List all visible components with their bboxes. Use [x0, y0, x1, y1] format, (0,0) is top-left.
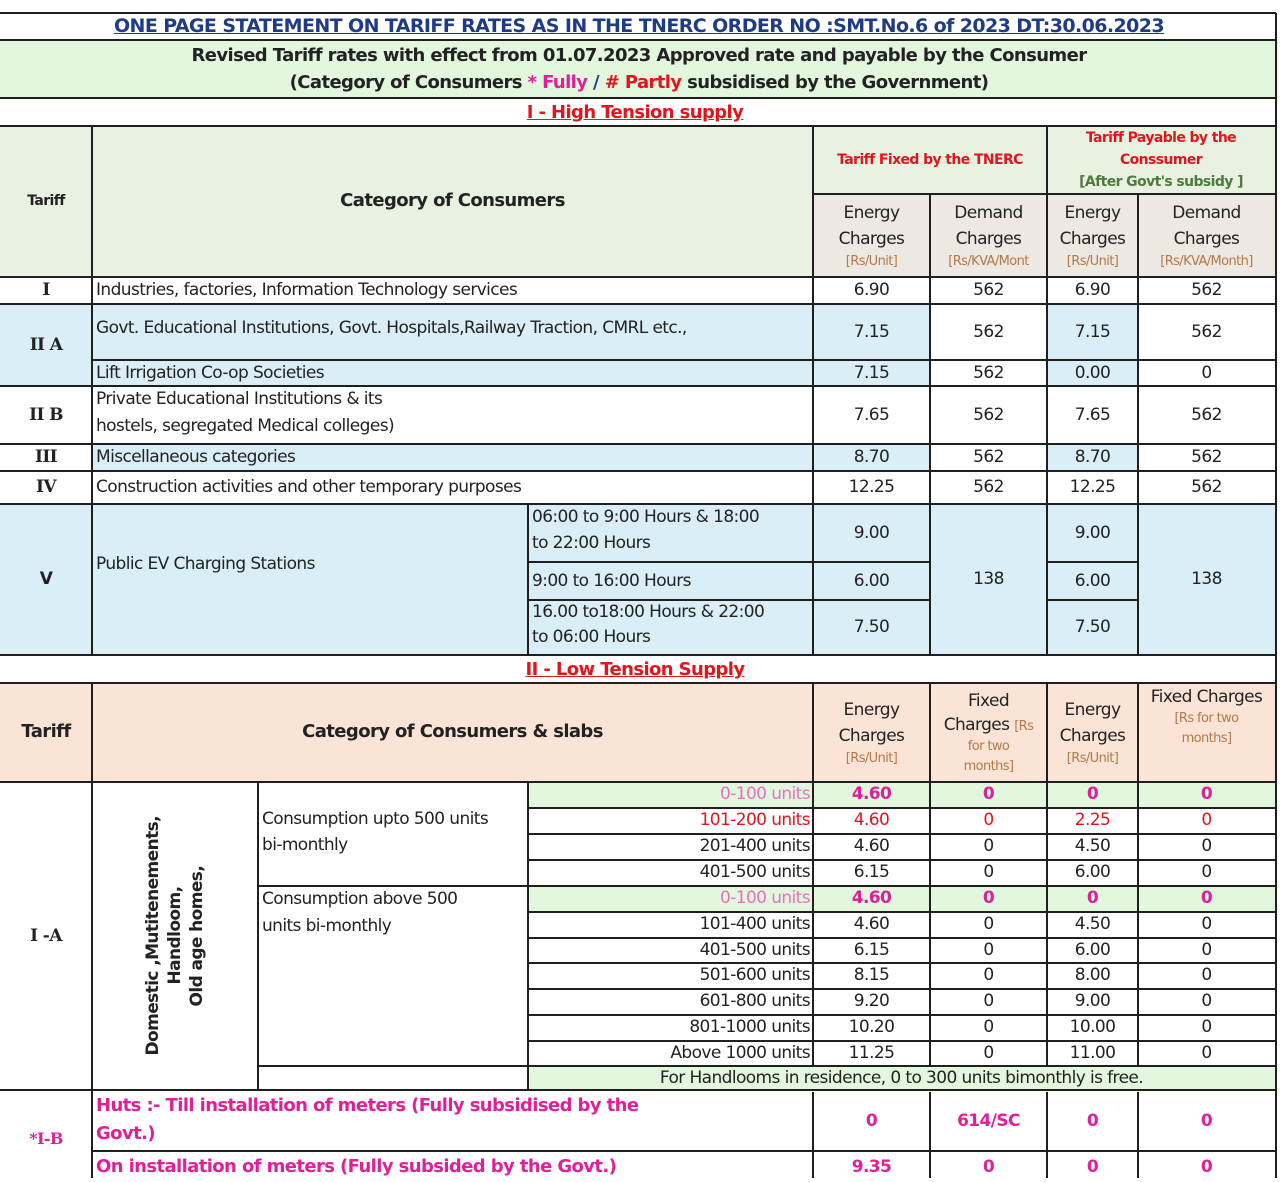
ev-slot-cell: 9:00 to 16:00 Hours	[528, 562, 813, 600]
slab-fixed-tnerc: 0	[983, 991, 994, 1012]
ht-group-tnerc: Tariff Fixed by the TNERC	[813, 126, 1047, 194]
grid-line	[929, 1092, 931, 1178]
grid-line	[1047, 561, 1138, 563]
group-line: Consumption above 500	[262, 889, 458, 909]
ht-demand-pay: 562	[1191, 321, 1222, 342]
ht-group-payable	[1047, 126, 1275, 194]
grid-line	[0, 97, 1276, 99]
grid-line	[929, 504, 931, 655]
header-text: Energy	[1064, 202, 1121, 223]
header-text: Charges	[1173, 228, 1240, 249]
unit-label: [Rs/Unit]	[1066, 750, 1119, 766]
ht-demand-tnerc: 562	[973, 321, 1004, 342]
grid-line	[0, 1089, 1276, 1091]
grid-line	[813, 193, 1276, 195]
unit-label: [Rs/Unit]	[845, 750, 898, 766]
grid-line	[0, 781, 1276, 783]
slab-energy-pay: 4.50	[1074, 914, 1111, 935]
ht-tariff-cell: V	[0, 504, 92, 655]
grid-line	[812, 1092, 814, 1178]
ev-energy-pay: 6.00	[1047, 562, 1138, 600]
slab-energy-pay: 0	[1047, 782, 1138, 807]
grid-line	[0, 503, 1276, 505]
grid-line	[1137, 1092, 1139, 1178]
ht-category-cell: Lift Irrigation Co-op Societies	[92, 360, 813, 386]
slab-energy-pay: 11.00	[1069, 1043, 1116, 1064]
grid-line	[91, 504, 93, 655]
slab-fixed-tnerc: 0	[930, 886, 1047, 911]
grid-line	[0, 654, 1276, 656]
ev-category-cell: Public EV Charging Stations	[92, 504, 528, 655]
ev-demand-tnerc: 138	[930, 504, 1047, 655]
ev-demand-pay: 138	[1138, 504, 1275, 655]
lt-section-title: II - Low Tension Supply	[525, 658, 745, 680]
header-text: Energy	[1064, 699, 1121, 720]
grid-line	[812, 782, 814, 1066]
subtitle-text-end: subsidised by the Government)	[681, 72, 989, 93]
ht-energy-pay: 8.70	[1047, 444, 1138, 471]
unit-label: months]	[963, 758, 1014, 774]
ht-tariff-cell: I	[42, 280, 50, 301]
header-text: Demand	[954, 202, 1023, 223]
ia-category-text	[142, 816, 208, 1055]
ht-category-cell: Miscellaneous categories	[92, 444, 813, 471]
grid-line	[1046, 504, 1048, 655]
slot-line: 06:00 to 9:00 Hours & 18:00	[532, 507, 760, 527]
ht-energy-pay: 12.25	[1069, 477, 1116, 498]
category-line: Govt.)	[96, 1123, 155, 1144]
grid-line	[258, 885, 1276, 887]
lt-col-tariff: Tariff	[0, 683, 92, 782]
slab-fixed-pay: 0	[1201, 991, 1212, 1012]
ht-energy-tnerc-header	[813, 194, 930, 277]
ia-category-cell	[92, 782, 258, 1090]
ht-demand-pay: 562	[1191, 477, 1222, 498]
header-text: Charges	[955, 228, 1022, 249]
ht-category-cell	[92, 386, 813, 444]
lt-col-category: Category of Consumers & slabs	[92, 683, 813, 782]
slab-energy-pay: 0	[1047, 886, 1138, 911]
lt-fixed-tnerc-header	[930, 683, 1047, 782]
grid-line	[0, 39, 1276, 41]
lt-tariff-cell: I -A	[30, 925, 62, 946]
ev-slot-cell	[528, 600, 813, 655]
slab-label: 601-800 units	[699, 991, 810, 1012]
slab-label: 0-100 units	[528, 886, 813, 911]
grid-line	[929, 683, 931, 782]
grid-line	[0, 682, 1276, 684]
grid-line	[91, 782, 93, 1178]
slab-label: Above 1000 units	[670, 1043, 810, 1064]
grid-line	[527, 782, 529, 1090]
header-text: Charges	[943, 715, 1010, 735]
slab-label: 101-200 units	[699, 810, 810, 831]
lt-energy-tnerc-header	[813, 683, 930, 782]
grid-line	[528, 561, 930, 563]
ht-demand-tnerc: 562	[973, 477, 1004, 498]
category-line: Private Educational Institutions & its	[96, 389, 383, 409]
ht-energy-tnerc: 7.15	[813, 360, 930, 386]
header-text: Charges	[838, 725, 905, 746]
slab-fixed-tnerc: 0	[983, 965, 994, 986]
ht-energy-tnerc: 7.15	[813, 304, 930, 360]
ht-energy-pay: 0.00	[1047, 360, 1138, 386]
grid-line	[0, 385, 1276, 387]
grid-line	[528, 962, 1276, 964]
grid-line	[1046, 782, 1048, 1066]
header-text: Fixed Charges	[1150, 687, 1263, 707]
ib-fixed-pay: 0	[1200, 1156, 1213, 1177]
grid-line	[528, 859, 1276, 861]
group-line: units bi-monthly	[262, 916, 392, 936]
ht-demand-tnerc: 562	[973, 447, 1004, 468]
slab-energy-pay: 8.00	[1074, 965, 1111, 986]
grid-line	[1137, 194, 1139, 277]
category-line: Handloom,	[164, 887, 185, 985]
ev-energy-tnerc: 6.00	[813, 562, 930, 600]
ht-section-title: I - High Tension supply	[526, 101, 744, 123]
slab-energy-tnerc: 10.20	[848, 1017, 895, 1038]
grid-line	[528, 833, 1276, 835]
grid-line	[1137, 504, 1139, 655]
slab-fixed-pay: 0	[1201, 862, 1212, 883]
ev-energy-tnerc: 7.50	[813, 600, 930, 655]
header-text: Energy	[843, 202, 900, 223]
slab-energy-tnerc: 9.20	[853, 991, 890, 1012]
slot-line: to 06:00 Hours	[532, 627, 651, 647]
ht-energy-tnerc: 8.70	[813, 444, 930, 471]
ht-energy-tnerc: 7.65	[853, 404, 890, 425]
ht-tariff-cell: II A	[0, 304, 92, 386]
grid-line	[528, 807, 1276, 809]
header-text: Charges	[838, 228, 905, 249]
header-text: Fixed	[967, 691, 1010, 711]
ht-tariff-cell: IV	[36, 477, 56, 498]
slab-fixed-tnerc: 0	[983, 862, 994, 883]
grid-line	[929, 277, 931, 504]
grid-line	[1046, 683, 1048, 782]
ht-demand-tnerc: 562	[973, 404, 1004, 425]
grid-line	[1046, 277, 1048, 504]
slab-fixed-pay: 0	[1201, 914, 1212, 935]
payable-note: [After Govt's subsidy ]	[1079, 174, 1243, 190]
ib-fixed-pay: 0	[1200, 1110, 1213, 1131]
ia-group-above-500	[258, 886, 528, 1066]
ib-energy-pay: 0	[1086, 1110, 1099, 1131]
ht-col-category: Category of Consumers	[92, 126, 813, 277]
slab-energy-tnerc: 6.15	[853, 862, 890, 883]
ht-energy-pay-header	[1047, 194, 1138, 277]
header-text: Charges	[1059, 725, 1126, 746]
grid-line	[0, 125, 1276, 127]
grid-line	[929, 194, 931, 277]
grid-line	[91, 683, 93, 782]
ia-empty-cell	[258, 1066, 528, 1090]
ht-demand-pay: 0	[1201, 362, 1212, 383]
grid-line	[528, 599, 930, 601]
ht-demand-tnerc-header	[930, 194, 1047, 277]
slab-label: 401-500 units	[699, 862, 810, 883]
unit-label: [Rs/KVA/Mont	[948, 253, 1029, 269]
grid-line	[1137, 277, 1139, 504]
slab-energy-tnerc: 11.25	[848, 1043, 895, 1064]
ib-energy-pay: 0	[1086, 1156, 1099, 1177]
grid-line	[528, 937, 1276, 939]
subtitle-block	[0, 40, 1278, 98]
category-line: Old age homes,	[187, 865, 208, 1007]
grid-line	[528, 988, 1276, 990]
slab-fixed-tnerc: 0	[983, 836, 994, 857]
header-text: Demand	[1172, 202, 1241, 223]
slab-energy-pay: 10.00	[1069, 1017, 1116, 1038]
ht-tariff-cell: III	[34, 447, 58, 468]
ia-group-upto-500	[258, 782, 528, 886]
slab-fixed-tnerc: 0	[983, 810, 994, 831]
slab-label: 801-1000 units	[689, 1017, 810, 1038]
ht-energy-tnerc: 6.90	[853, 280, 890, 301]
page-title: ONE PAGE STATEMENT ON TARIFF RATES AS IN THE TNERC ORDER NO :SMT.No.6 of 2023 DT:30.06.2023	[114, 15, 1164, 38]
slash: /	[587, 72, 605, 93]
ht-energy-pay: 7.15	[1047, 304, 1138, 360]
grid-line	[812, 126, 814, 277]
ht-energy-pay: 7.65	[1074, 404, 1111, 425]
ht-demand-tnerc: 562	[973, 280, 1004, 301]
lt-energy-pay-header	[1047, 683, 1138, 782]
grid-line	[528, 911, 1276, 913]
slab-fixed-tnerc: 0	[983, 940, 994, 961]
slab-fixed-pay: 0	[1138, 886, 1275, 911]
ht-demand-pay: 562	[1191, 280, 1222, 301]
slab-energy-pay: 6.00	[1074, 940, 1111, 961]
slab-fixed-tnerc: 0	[983, 1017, 994, 1038]
slab-fixed-pay: 0	[1201, 810, 1212, 831]
slab-energy-pay: 9.00	[1074, 991, 1111, 1012]
ht-category-cell: Govt. Educational Institutions, Govt. Hospitals,Railway Traction, CMRL etc.,	[92, 304, 813, 360]
header-text: Energy	[843, 699, 900, 720]
grid-line	[1046, 1092, 1048, 1178]
group-line: bi-monthly	[262, 835, 348, 855]
slab-label: 0-100 units	[528, 782, 813, 807]
unit-label: for two	[967, 739, 1010, 754]
lt-tariff-cell-ib: *I-B	[29, 1129, 63, 1149]
slab-fixed-pay: 0	[1138, 782, 1275, 807]
ht-demand-tnerc: 562	[973, 362, 1004, 383]
ev-energy-pay: 7.50	[1047, 600, 1138, 655]
slab-energy-pay: 4.50	[1074, 836, 1111, 857]
ht-col-tariff: Tariff	[0, 126, 92, 277]
ev-energy-tnerc: 9.00	[813, 504, 930, 562]
unit-label: [Rs/Unit]	[1066, 253, 1119, 269]
grid-line	[0, 276, 1276, 278]
ht-demand-pay-header	[1138, 194, 1275, 277]
group-line: Consumption upto 500 units	[262, 809, 489, 829]
grid-line	[0, 443, 1276, 445]
grid-line	[528, 1014, 1276, 1016]
slab-label: 401-500 units	[699, 940, 810, 961]
ht-category-cell: Construction activities and other temporary purposes	[96, 477, 522, 498]
fully-label: * Fully	[527, 72, 588, 93]
unit-label: [Rs for two	[1174, 711, 1239, 726]
grid-line	[91, 277, 93, 504]
subtitle-line-1: Revised Tariff rates with effect from 01.07.2023 Approved rate and payable by the Consumer	[191, 45, 1087, 66]
grid-line	[528, 1040, 1276, 1042]
subtitle-text: (Category of Consumers	[289, 72, 528, 93]
handloom-note: For Handlooms in residence, 0 to 300 units bimonthly is free.	[528, 1066, 1275, 1090]
grid-line	[1275, 13, 1277, 1178]
subtitle-line-2	[290, 69, 989, 96]
lt-fixed-pay-header	[1138, 683, 1275, 782]
ib-category-huts	[92, 1092, 813, 1150]
slab-fixed-tnerc: 0	[983, 914, 994, 935]
ib-energy-tnerc: 9.35	[851, 1156, 892, 1177]
ib-fixed-tnerc: 0	[982, 1156, 995, 1177]
unit-label: [Rs/KVA/Month]	[1160, 253, 1253, 269]
slab-label: 101-400 units	[699, 914, 810, 935]
grid-line	[92, 1150, 1276, 1152]
slot-line: to 22:00 Hours	[532, 533, 651, 553]
grid-line	[91, 126, 93, 277]
category-line: Huts :- Till installation of meters (Fully subsidised by the	[96, 1095, 639, 1116]
category-line: Domestic ,Mutitenements,	[142, 816, 163, 1056]
ht-tariff-cell: II B	[29, 404, 63, 425]
grid-line	[527, 504, 529, 655]
grid-line	[258, 1065, 1276, 1067]
header-text: Charges	[1059, 228, 1126, 249]
grid-line	[812, 504, 814, 655]
payable-label-2: Conssumer	[1119, 152, 1203, 168]
ht-demand-pay: 562	[1191, 447, 1222, 468]
slab-fixed-pay: 0	[1201, 965, 1212, 986]
slab-energy-tnerc: 8.15	[853, 965, 890, 986]
category-line: hostels, segregated Medical colleges)	[96, 416, 394, 436]
grid-line	[0, 12, 1276, 14]
grid-line	[0, 303, 1276, 305]
slab-fixed-pay: 0	[1201, 1017, 1212, 1038]
slab-fixed-pay: 0	[1201, 1043, 1212, 1064]
slab-energy-pay: 2.25	[1074, 810, 1111, 831]
unit-label: [Rs/Unit]	[845, 253, 898, 269]
slot-line: 16.00 to18:00 Hours & 22:00	[532, 602, 765, 622]
ht-category-cell: Industries, factories, Information Technology services	[96, 280, 518, 301]
slab-energy-tnerc: 6.15	[853, 940, 890, 961]
slab-energy-tnerc: 4.60	[813, 782, 930, 807]
ib-category-meters: On installation of meters (Fully subsided by the Govt.)	[96, 1155, 617, 1177]
grid-line	[1047, 599, 1138, 601]
ib-energy-tnerc: 0	[865, 1110, 878, 1131]
grid-line	[1137, 782, 1139, 1066]
grid-line	[812, 277, 814, 504]
grid-line	[1137, 683, 1139, 782]
slab-fixed-tnerc: 0	[983, 1043, 994, 1064]
grid-line	[1046, 126, 1048, 277]
slab-energy-tnerc: 4.60	[853, 914, 890, 935]
slab-energy-tnerc: 4.60	[813, 886, 930, 911]
partly-label: # Partly	[604, 72, 682, 93]
slab-fixed-pay: 0	[1201, 940, 1212, 961]
ht-energy-tnerc: 12.25	[848, 477, 895, 498]
unit-label: [Rs	[1014, 719, 1034, 734]
slab-label: 201-400 units	[699, 836, 810, 857]
grid-line	[0, 470, 1276, 472]
payable-label-1: Tariff Payable by the	[1085, 130, 1237, 146]
slab-fixed-tnerc: 0	[930, 782, 1047, 807]
grid-line	[92, 359, 1276, 361]
ib-fixed-tnerc: 614/SC	[957, 1110, 1020, 1131]
grid-line	[929, 782, 931, 1066]
ht-energy-pay: 6.90	[1074, 280, 1111, 301]
ev-energy-pay: 9.00	[1047, 504, 1138, 562]
slab-fixed-pay: 0	[1201, 836, 1212, 857]
slab-label: 501-600 units	[699, 965, 810, 986]
ev-slot-cell	[528, 504, 813, 562]
ht-demand-pay: 562	[1191, 404, 1222, 425]
grid-line	[257, 782, 259, 1090]
grid-line	[812, 683, 814, 782]
slab-energy-tnerc: 4.60	[853, 810, 890, 831]
slab-energy-pay: 6.00	[1074, 862, 1111, 883]
unit-label: months]	[1181, 730, 1232, 746]
slab-energy-tnerc: 4.60	[853, 836, 890, 857]
